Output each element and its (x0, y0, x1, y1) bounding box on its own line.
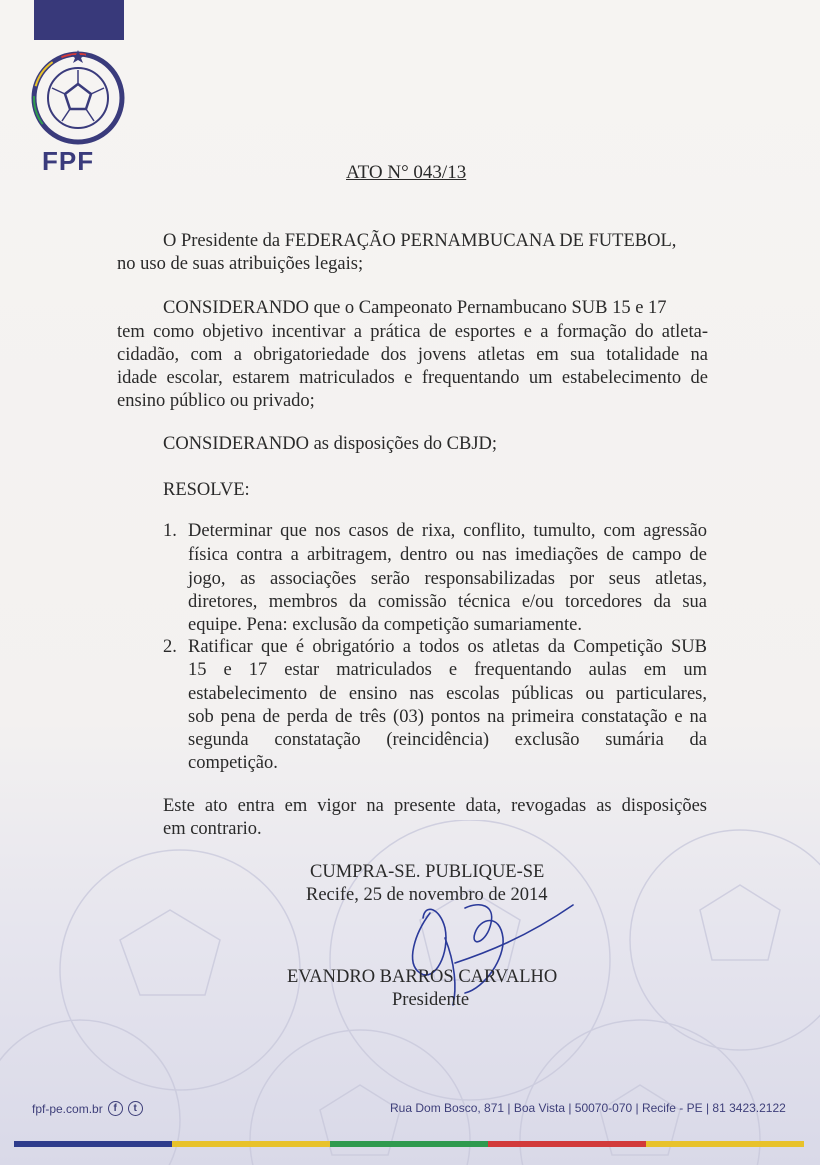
item-2-line-5: segunda constatação (reincidência) exclusão sumária da (188, 730, 707, 750)
document-title: ATO N° 043/13 (346, 162, 467, 183)
item-1-line-4: diretores, membros da comissão técnica e/ou torcedores da sua (188, 592, 707, 612)
considerando1-line-3: cidadão, com a obrigatoriedade dos jovens atletas em sua totalidade na (117, 345, 708, 365)
considerando1-line-5: ensino público ou privado; (117, 391, 315, 411)
item-1-number: 1. (163, 521, 177, 541)
item-1-line-1: Determinar que nos casos de rixa, conflito, tumulto, com agressão (188, 521, 707, 541)
item-2-line-2: 15 e 17 estar matriculados e frequentando aulas em um (188, 660, 707, 680)
considerando1-line-4: idade escolar, estarem matriculados e frequentando um estabelecimento de (117, 368, 708, 388)
resolve-heading: RESOLVE: (163, 480, 250, 500)
signatory-role: Presidente (392, 990, 470, 1010)
considerando2: CONSIDERANDO as disposições do CBJD; (163, 434, 498, 454)
facebook-icon[interactable]: f (108, 1101, 123, 1116)
closing-line-2: em contrario. (163, 819, 262, 839)
closing-line-1: Este ato entra em vigor na presente data, revogadas as disposições (163, 796, 707, 816)
item-2-line-4: sob pena de perda de três (03) pontos na primeira constatação e na (188, 707, 707, 727)
item-1-line-3: jogo, as associações serão responsabilizadas por seus atletas, (188, 569, 707, 589)
item-2-number: 2. (163, 637, 177, 657)
footer-contacts (32, 1101, 143, 1116)
item-1-line-5: equipe. Pena: exclusão da competição sumariamente. (188, 615, 583, 635)
intro-line-1: O Presidente da FEDERAÇÃO PERNAMBUCANA DE FUTEBOL, (163, 231, 677, 251)
considerando1-line-1: CONSIDERANDO que o Campeonato Pernambucano SUB 15 e 17 (163, 298, 667, 318)
fpf-logo (28, 48, 128, 176)
footer-address: Rua Dom Bosco, 871 | Boa Vista | 50070-070 | Recife - PE | 81 3423.2122 (390, 1101, 786, 1115)
flag-color-stripe (14, 1141, 804, 1147)
item-2-line-6: competição. (188, 753, 278, 773)
footer-website[interactable]: fpf-pe.com.br (32, 1101, 103, 1116)
publish-statement: CUMPRA-SE. PUBLIQUE-SE (310, 862, 545, 882)
header-color-bar (34, 0, 124, 40)
twitter-icon[interactable]: t (128, 1101, 143, 1116)
considerando1-line-2: tem como objetivo incentivar a prática de esportes e a formação do atleta- (117, 322, 708, 342)
item-2-line-1: Ratificar que é obrigatório a todos os atletas da Competição SUB (188, 637, 707, 657)
fpf-logo-text: FPF (42, 146, 95, 176)
item-2-line-3: estabelecimento de ensino nas escolas públicas ou particulares, (188, 684, 707, 704)
place-date: Recife, 25 de novembro de 2014 (306, 885, 548, 905)
item-1-line-2: física contra a arbitragem, dentro ou nas imediações de campo de (188, 545, 707, 565)
signatory-name: EVANDRO BARROS CARVALHO (287, 967, 558, 987)
intro-line-2: no uso de suas atribuições legais; (117, 254, 364, 274)
